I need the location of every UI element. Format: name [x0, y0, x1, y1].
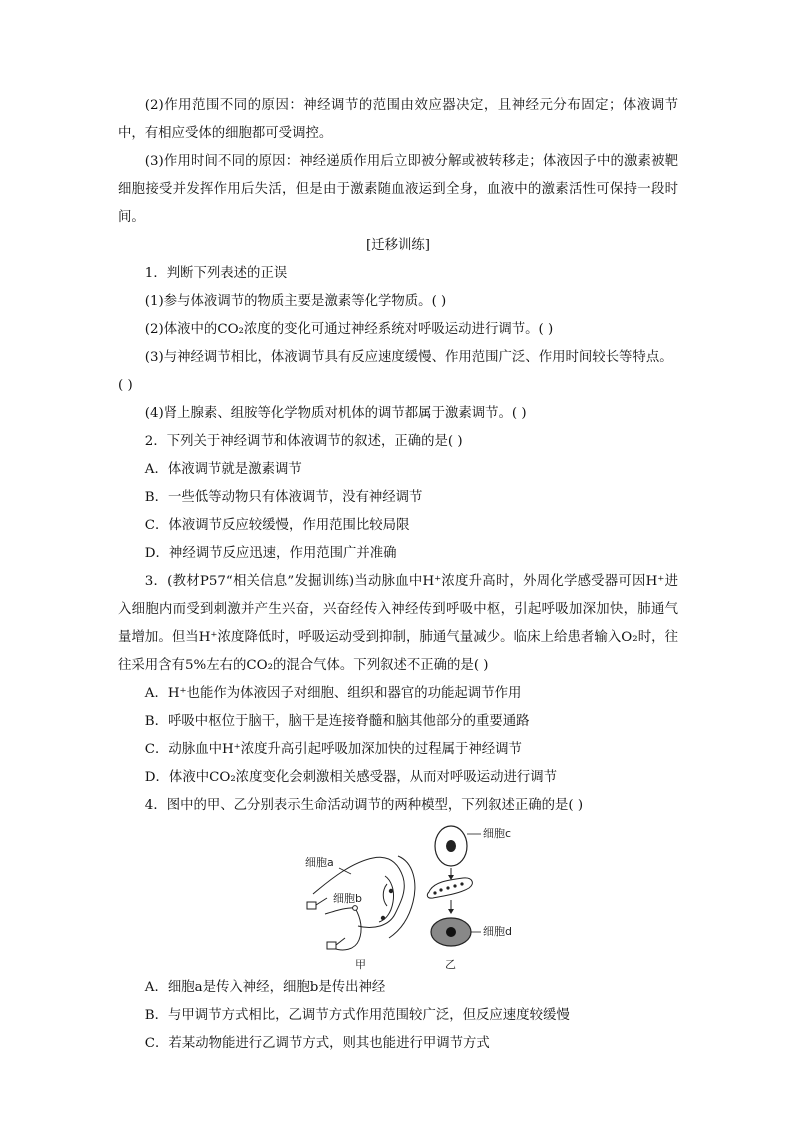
figure-svg [303, 822, 533, 972]
q2-option-a: A．体液调节就是激素调节 [144, 462, 302, 477]
label-cell-d: 细胞d [483, 925, 512, 938]
q4-option-b: B．与甲调节方式相比，乙调节方式作用范围较广泛，但反应速度较缓慢 [144, 1008, 570, 1023]
q1-item-4: (4)肾上腺素、组胺等化学物质对机体的调节都属于激素调节。( ) [144, 406, 527, 421]
cell-c-nucleus [446, 840, 456, 852]
nerve-curve-inner [379, 876, 394, 922]
q1-item-2: (2)体液中的CO₂浓度的变化可通过神经系统对呼吸运动进行调节。( ) [144, 322, 554, 337]
synapse-dot-2 [381, 916, 385, 920]
q3-stem: 3．(教材P57“相关信息”发掘训练)当动脉血中H⁺浓度升高时，外周化学感受器可因H⁺进入细胞内而受到刺激并产生兴奋，兴奋经传入神经传到呼吸中枢，引起呼吸加深加快，肺通气量增加。但当H⁺浓度降低时，呼吸运动受到抑制，肺通气量减少。临床上给患者输入O₂时，往往采用含有5%左右的CO₂的混合气体。下列叙述不正确的是( ) [118, 574, 678, 673]
label-cell-a: 细胞a [305, 856, 334, 869]
q2-option-c: C．体液调节反应较缓慢，作用范围比较局限 [144, 518, 410, 533]
synapse-dot-1 [389, 889, 393, 893]
q3-option-d: D．体液中CO₂浓度变化会刺激相关感受器，从而对呼吸运动进行调节 [144, 770, 558, 785]
label-cell-b: 细胞b [333, 892, 362, 905]
diagram-jia [305, 856, 415, 971]
paragraph-scope-reason: (2)作用范围不同的原因：神经调节的范围由效应器决定，且神经元分布固定；体液调节中，有相应受体的细胞都可受调控。 [118, 98, 678, 141]
label-yi: 乙 [445, 958, 456, 971]
q1-item-1: (1)参与体液调节的物质主要是激素等化学物质。( ) [144, 294, 447, 309]
q2-option-b: B．一些低等动物只有体液调节，没有神经调节 [144, 490, 423, 505]
q1-item-3-blank: ( ) [118, 378, 133, 393]
q1-stem: 1．判断下列表述的正误 [144, 266, 288, 281]
cell-d-nucleus [446, 927, 456, 937]
q1-item-3: (3)与神经调节相比，体液调节具有反应速度缓慢、作用范围广泛、作用时间较长等特点。 [144, 350, 673, 365]
document-page [118, 92, 678, 1058]
section-title: [迁移训练] [365, 238, 430, 253]
q4-option-c: C．若某动物能进行乙调节方式，则其也能进行甲调节方式 [144, 1036, 490, 1051]
paragraph-time-reason: (3)作用时间不同的原因：神经递质作用后立即被分解或被转移走；体液因子中的激素被靶细胞接受并发挥作用后失活，但是由于激素随血液运到全身，血液中的激素活性可保持一段时间。 [118, 154, 678, 225]
q3-option-c: C．动脉血中H⁺浓度升高引起呼吸加深加快的过程属于神经调节 [144, 742, 522, 757]
label-jia: 甲 [355, 958, 366, 971]
blood-vessel [427, 878, 472, 898]
receptor-box-2 [327, 942, 336, 949]
receptor-box-1 [307, 902, 316, 909]
label-cell-c: 细胞c [483, 827, 512, 840]
q4-stem: 4．图中的甲、乙分别表示生命活动调节的两种模型，下列叙述正确的是( ) [144, 798, 584, 813]
q3-option-b: B．呼吸中枢位于脑干，脑干是连接脊髓和脑其他部分的重要通路 [144, 714, 530, 729]
q2-stem: 2．下列关于神经调节和体液调节的叙述，正确的是( ) [144, 434, 463, 449]
cell-b-body [353, 906, 358, 911]
q2-option-d: D．神经调节反应迅速，作用范围广并准确 [144, 546, 397, 561]
q3-option-a: A．H⁺也能作为体液因子对细胞、组织和器官的功能起调节作用 [144, 686, 522, 701]
diagram-yi [427, 826, 512, 971]
regulation-model-figure [118, 822, 678, 972]
q4-option-a: A．细胞a是传入神经，细胞b是传出神经 [144, 980, 386, 995]
